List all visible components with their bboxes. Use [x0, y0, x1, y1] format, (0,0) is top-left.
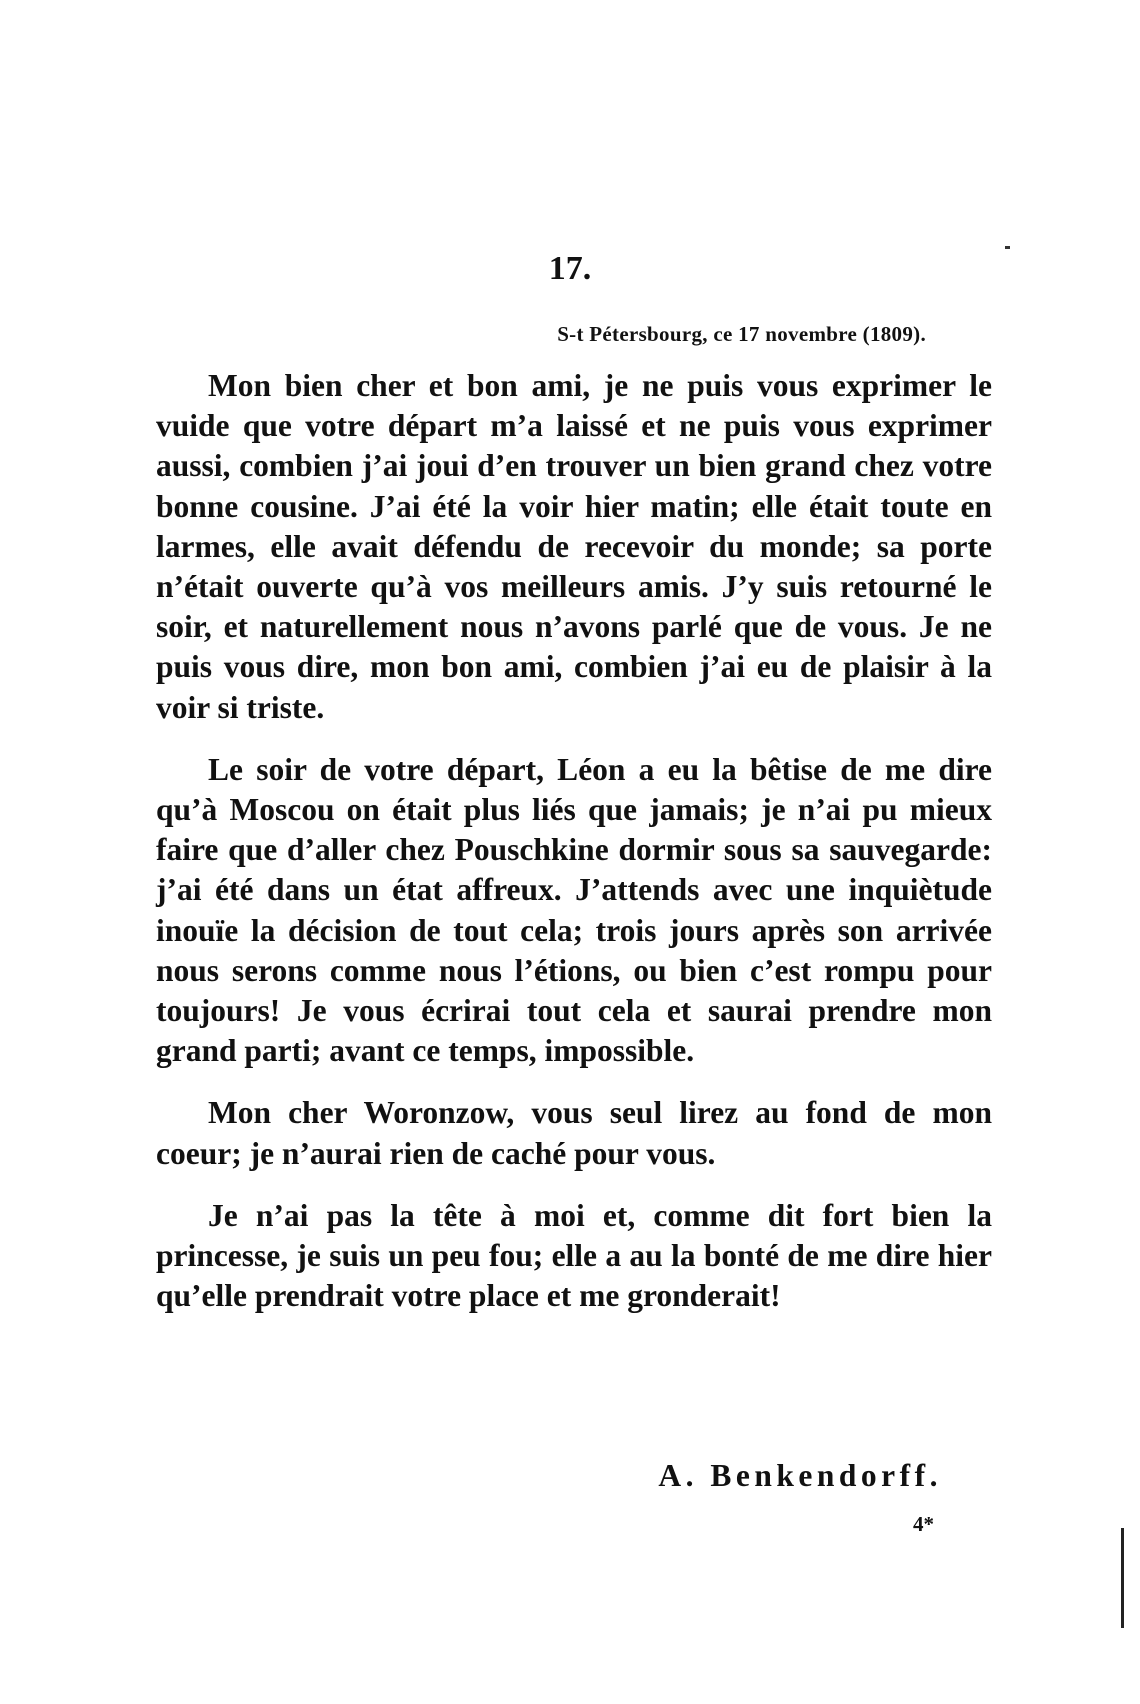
dateline: S-t Pétersbourg, ce 17 novembre (1809). — [557, 322, 926, 346]
signature: A. Benkendorff. — [658, 1458, 942, 1493]
paragraph-1: Mon bien cher et bon ami, je ne puis vous exprimer le vuide que votre départ m’a laissé et ne puis vous exprimer aussi, combien j’ai joui d’en trouver un bien grand chez votre bonne cousine. J’ai été la voir hier matin; elle était toute en larmes, elle avait défendu de recevoir du monde; sa porte n’était ouverte qu’à vos meilleurs amis. J’y suis retourné le soir, et naturellement nous n’avons parlé que de vous. Je ne puis vous dire, mon bon ami, combien j’ai eu de plaisir à la voir si triste. — [156, 368, 992, 725]
page-edge-line — [1121, 1528, 1124, 1628]
scan-mark — [1005, 246, 1010, 249]
paragraph-3: Mon cher Woronzow, vous seul lirez au fond de mon coeur; je n’aurai rien de caché pour vous. — [156, 1095, 992, 1171]
sheet-signature-mark: 4* — [913, 1512, 934, 1536]
letter-body — [156, 366, 992, 1316]
letter-number: 17. — [548, 250, 592, 287]
paragraph-2: Le soir de votre départ, Léon a eu la bêtise de me dire qu’à Moscou on était plus liés que jamais; je n’ai pu mieux faire que d’aller chez Pouschkine dormir sous sa sauvegarde: j’ai été dans un état affreux. J’attends avec une inquiètude inouïe la décision de tout cela; trois jours après son arrivée nous serons comme nous l’étions, ou bien c’est rompu pour toujours! Je vous écrirai tout cela et saurai prendre mon grand parti; avant ce temps, impossible. — [156, 751, 992, 1069]
paragraph-4: Je n’ai pas la tête à moi et, comme dit fort bien la princesse, je suis un peu fou; elle a au la bonté de me dire hier qu’elle prendrait votre place et me gronderait! — [156, 1197, 992, 1314]
